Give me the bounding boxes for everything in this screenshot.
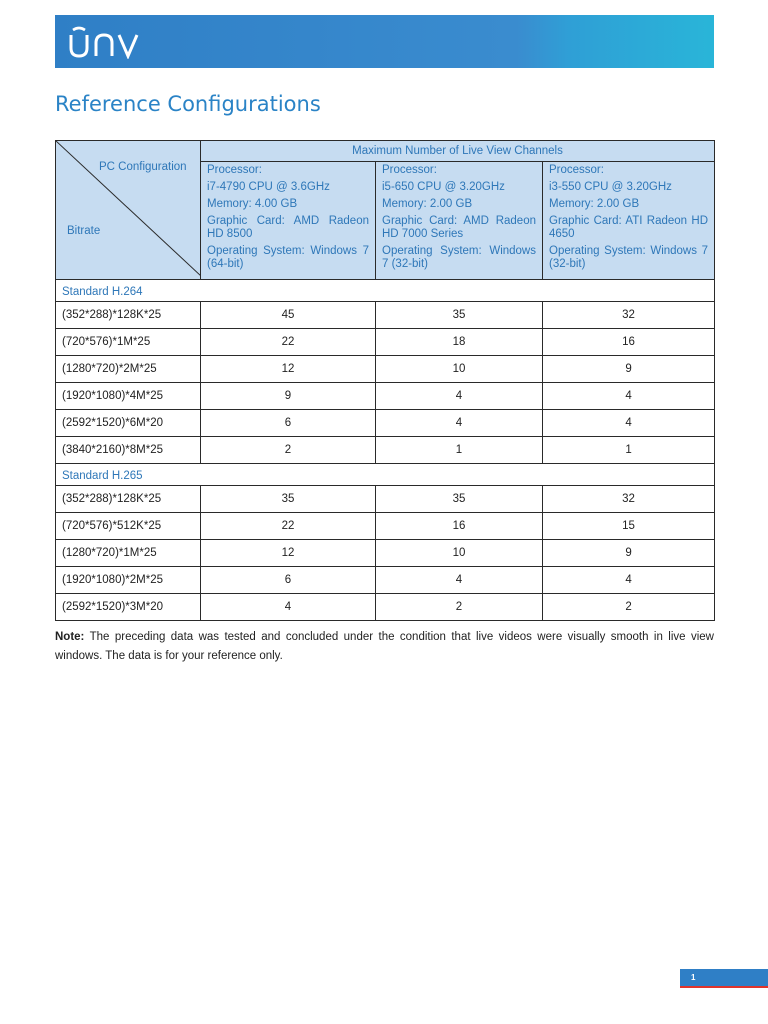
section-title-h265: Standard H.265 xyxy=(56,464,715,486)
table-row: (720*576)*1M*25 22 18 16 xyxy=(56,329,715,356)
section-title-h264: Standard H.264 xyxy=(56,280,715,302)
page-number: 1 xyxy=(691,973,696,982)
config-cell: Processor: i7-4790 CPU @ 3.6GHz Memory: 4.00 GB Graphic Card: AMD Radeon HD 8500 Operating System: Windows 7 (64-bit) xyxy=(201,162,376,280)
unv-logo xyxy=(69,23,149,59)
table-row: (1280*720)*1M*25 12 10 9 xyxy=(56,540,715,567)
bitrate-label: Bitrate xyxy=(67,225,101,237)
table-row: (2592*1520)*6M*20 6 4 4 xyxy=(56,410,715,437)
table-row: (1920*1080)*2M*25 6 4 4 xyxy=(56,567,715,594)
section-row xyxy=(56,280,715,302)
table-row: (1280*720)*2M*25 12 10 9 xyxy=(56,356,715,383)
pc-configuration-label: PC Configuration xyxy=(99,161,187,173)
table-header-row xyxy=(56,141,715,162)
table-row: (352*288)*128K*25 35 35 32 xyxy=(56,486,715,513)
page-number-tab xyxy=(680,969,768,988)
page-title: Reference Configurations xyxy=(55,92,321,116)
config-cell: Processor: i5-650 CPU @ 3.20GHz Memory: 2.00 GB Graphic Card: AMD Radeon HD 7000 Series Operating System: Windows 7 (32-bit) xyxy=(376,162,543,280)
note-paragraph xyxy=(55,628,714,666)
table-row: (352*288)*128K*25 45 35 32 xyxy=(56,302,715,329)
table-row: (2592*1520)*3M*20 4 2 2 xyxy=(56,594,715,621)
table-row: (720*576)*512K*25 22 16 15 xyxy=(56,513,715,540)
note-label: Note: xyxy=(55,631,85,643)
section-row xyxy=(56,464,715,486)
config-cell: Processor: i3-550 CPU @ 3.20GHz Memory: 2.00 GB Graphic Card: ATI Radeon HD 4650 Operating System: Windows 7 (32-bit) xyxy=(543,162,715,280)
reference-config-table xyxy=(55,140,715,621)
table-row: (1920*1080)*4M*25 9 4 4 xyxy=(56,383,715,410)
table-row: (3840*2160)*8M*25 2 1 1 xyxy=(56,437,715,464)
note-text: The preceding data was tested and concluded under the condition that live videos were visually smooth in live view windows. The data is for your reference only. xyxy=(55,631,714,662)
max-channels-header: Maximum Number of Live View Channels xyxy=(201,141,715,162)
corner-header-cell xyxy=(56,141,201,280)
header-banner xyxy=(55,15,714,68)
